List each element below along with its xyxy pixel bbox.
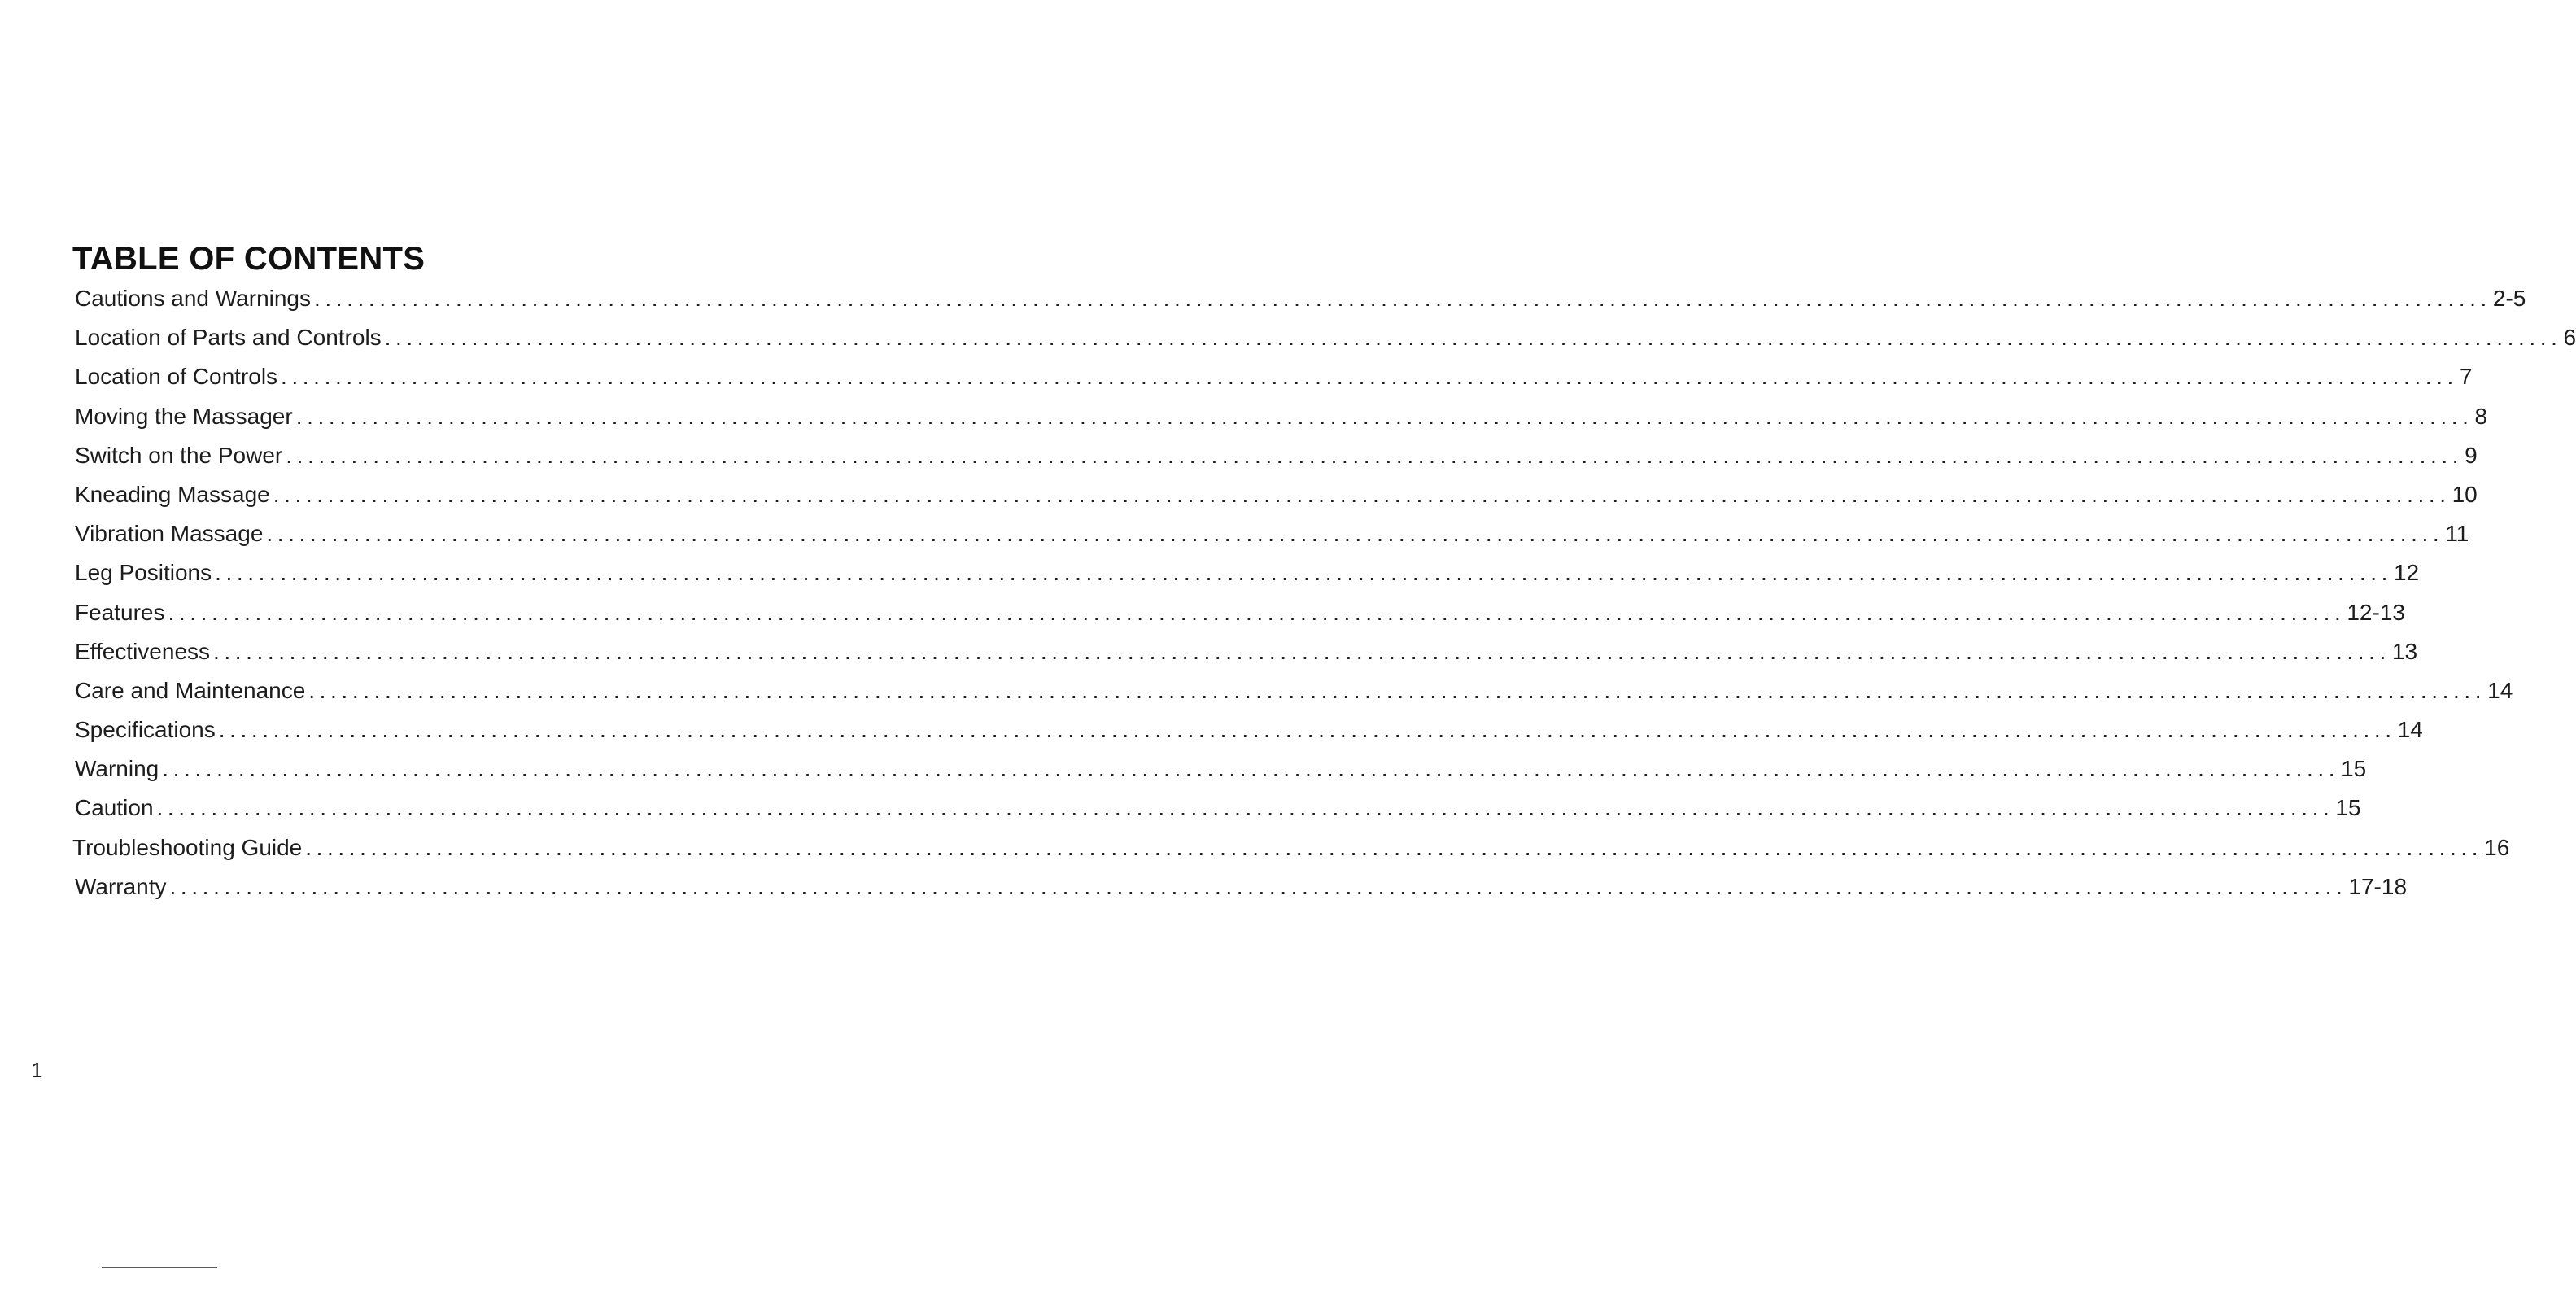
toc-entry bbox=[75, 318, 2576, 357]
toc-entry-label: Switch on the Power bbox=[75, 442, 283, 468]
toc-entry-label: Cautions and Warnings bbox=[75, 286, 312, 311]
toc-entry-page: 2-5 bbox=[2492, 286, 2526, 311]
footer-rule bbox=[102, 1267, 217, 1268]
toc-entry-page: 15 bbox=[2341, 756, 2367, 782]
toc-entry-page: 11 bbox=[2445, 521, 2469, 547]
toc-entry-label: Troubleshooting Guide bbox=[72, 834, 303, 860]
toc-entry-page: 12 bbox=[2393, 560, 2420, 586]
toc-entry-label: Care and Maintenance bbox=[75, 677, 306, 703]
toc-entry-page: 9 bbox=[2465, 442, 2478, 468]
toc-entry-label: Moving the Massager bbox=[75, 403, 293, 429]
toc-entry bbox=[75, 357, 2473, 396]
toc-entry-label: Effectiveness bbox=[75, 638, 211, 664]
toc-entry bbox=[75, 749, 2367, 789]
toc-entry bbox=[75, 789, 2361, 828]
toc-dot-leader: ........................................................................................................................................................................................................ bbox=[218, 717, 2396, 743]
toc-entry bbox=[72, 828, 2510, 867]
toc-entry-label: Caution bbox=[75, 795, 154, 821]
toc-entry bbox=[75, 553, 2420, 592]
toc-entry bbox=[75, 593, 2405, 632]
toc-entry-page: 16 bbox=[2484, 834, 2510, 860]
toc-dot-leader: ........................................................................................................................................................................................................ bbox=[215, 560, 2392, 586]
toc-entry bbox=[75, 514, 2469, 553]
toc-entry-page: 12-13 bbox=[2347, 599, 2405, 625]
toc-dot-leader: ........................................................................................................................................................................................................ bbox=[168, 599, 2346, 625]
toc-entry-label: Vibration Massage bbox=[75, 521, 264, 547]
toc-entry-page: 10 bbox=[2452, 481, 2478, 507]
toc-entry-page: 14 bbox=[2397, 717, 2423, 743]
toc-entry-page: 14 bbox=[2487, 677, 2513, 703]
toc-title: TABLE OF CONTENTS bbox=[72, 241, 426, 277]
toc-dot-leader: ........................................................................................................................................................................................................ bbox=[169, 873, 2347, 899]
toc-entry bbox=[75, 475, 2478, 514]
toc-entry-page: 15 bbox=[2335, 795, 2361, 821]
toc-dot-leader: ........................................................................................................................................................................................................ bbox=[384, 325, 2562, 351]
toc-dot-leader: ........................................................................................................................................................................................................ bbox=[305, 834, 2483, 860]
toc-entry-label: Features bbox=[75, 599, 165, 625]
toc-dot-leader: ........................................................................................................................................................................................................ bbox=[308, 677, 2486, 703]
toc-entry bbox=[75, 710, 2423, 749]
toc-entry bbox=[75, 279, 2526, 318]
toc-entry-label: Leg Positions bbox=[75, 560, 212, 586]
toc-entry-label: Location of Controls bbox=[75, 364, 278, 390]
toc-entry-label: Warranty bbox=[75, 873, 167, 899]
toc-entry bbox=[75, 397, 2488, 436]
toc-entry-page: 7 bbox=[2459, 364, 2473, 390]
toc-dot-leader: ........................................................................................................................................................................................................ bbox=[162, 756, 2340, 782]
toc-dot-leader: ........................................................................................................................................................................................................ bbox=[266, 521, 2444, 547]
toc-entry bbox=[75, 436, 2478, 475]
toc-entry-page: 8 bbox=[2474, 403, 2488, 429]
toc-entry-label: Warning bbox=[75, 756, 159, 782]
toc-dot-leader: ........................................................................................................................................................................................................ bbox=[314, 286, 2491, 311]
toc-entry bbox=[75, 867, 2408, 907]
toc-entry-page: 6 bbox=[2563, 325, 2576, 351]
toc-list bbox=[72, 279, 2576, 907]
page-number: 1 bbox=[31, 1058, 43, 1082]
toc-entry-page: 13 bbox=[2391, 638, 2418, 664]
toc-entry-label: Specifications bbox=[75, 717, 216, 743]
toc-entry bbox=[75, 671, 2513, 710]
toc-entry bbox=[75, 632, 2418, 671]
toc-dot-leader: ........................................................................................................................................................................................................ bbox=[156, 795, 2334, 821]
toc-dot-leader: ........................................................................................................................................................................................................ bbox=[286, 442, 2464, 468]
toc-dot-leader: ........................................................................................................................................................................................................ bbox=[213, 638, 2390, 664]
toc-entry-label: Location of Parts and Controls bbox=[75, 325, 382, 351]
toc-entry-label: Kneading Massage bbox=[75, 481, 270, 507]
toc-dot-leader: ........................................................................................................................................................................................................ bbox=[281, 364, 2458, 390]
toc-dot-leader: ........................................................................................................................................................................................................ bbox=[295, 403, 2473, 429]
toc-dot-leader: ........................................................................................................................................................................................................ bbox=[273, 481, 2451, 507]
toc-entry-page: 17-18 bbox=[2348, 873, 2408, 899]
